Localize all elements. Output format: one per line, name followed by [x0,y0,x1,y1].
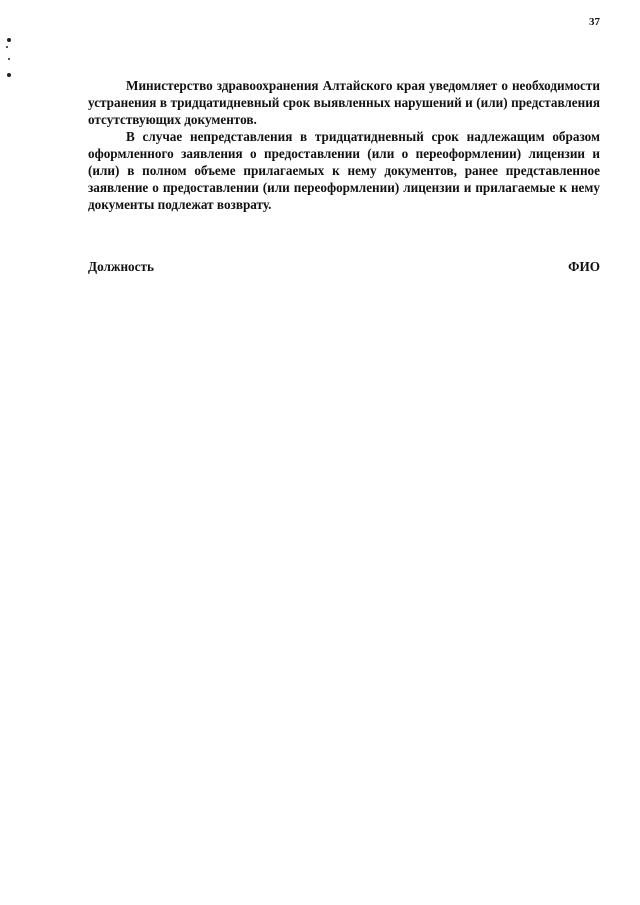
scan-dot-1 [7,38,11,42]
return-paragraph: В случае непредставления в тридцатидневный срок надлежащим образом оформленного заявления о предоставлении (или о переоформлении) лицензии и (или) в полном объеме прилагаемых к нему документов, ранее представленное заявление о предоставлении (или переоформлении) лицензии и прилагаемые к нему документы подлежат возврату. [88,129,600,212]
scan-marks [6,38,14,88]
signature-row [88,259,600,275]
name-label: ФИО [568,259,600,274]
page-number: 37 [589,16,600,28]
notice-paragraph: Министерство здравоохранения Алтайского края уведомляет о необходимости устранения в тридцатидневный срок выявленных нарушений и (или) представления отсутствующих документов. [88,78,600,127]
scan-dot-4 [7,73,11,77]
scan-dot-2 [6,46,8,48]
position-label: Должность [88,259,154,274]
document-body [88,77,600,213]
scan-dot-3 [8,58,10,60]
